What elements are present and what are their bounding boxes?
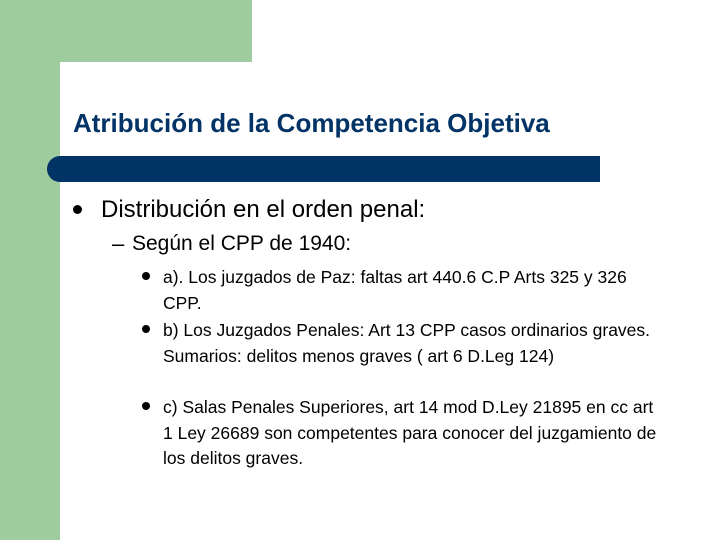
dash-bullet-icon: – — [112, 231, 125, 256]
bullet-level3-text: b) Los Juzgados Penales: Art 13 CPP casos ordinarios graves. Sumarios: delitos menos graves ( art 6 D.Leg 124) — [163, 320, 651, 366]
slide-title: Atribución de la Competencia Objetiva — [73, 108, 550, 138]
bullet-dot-icon — [73, 205, 82, 214]
bullet-dot-icon — [142, 402, 150, 410]
bullet-level3-item — [142, 395, 662, 472]
bullet-level3-text: c) Salas Penales Superiores, art 14 mod D.Ley 21895 en cc art 1 Ley 26689 son competentes para conocer del juzgamiento de los delitos graves. — [163, 397, 657, 468]
bullet-dot-icon — [142, 272, 150, 280]
bullet-level3-text: a). Los juzgados de Paz: faltas art 440.6 C.P Arts 325 y 326 CPP. — [163, 267, 627, 313]
decor-green-left — [0, 0, 60, 540]
title-underline-bar — [47, 156, 600, 182]
bullet-level1 — [73, 196, 693, 224]
bullet-level1-text: Distribución en el orden penal: — [101, 196, 426, 223]
bullet-level2 — [112, 232, 692, 256]
bullet-dot-icon — [142, 325, 150, 333]
bullet-level2-text: Según el CPP de 1940: — [132, 232, 352, 255]
bullet-level3-item — [142, 318, 662, 369]
bullet-level3-item — [142, 265, 662, 316]
